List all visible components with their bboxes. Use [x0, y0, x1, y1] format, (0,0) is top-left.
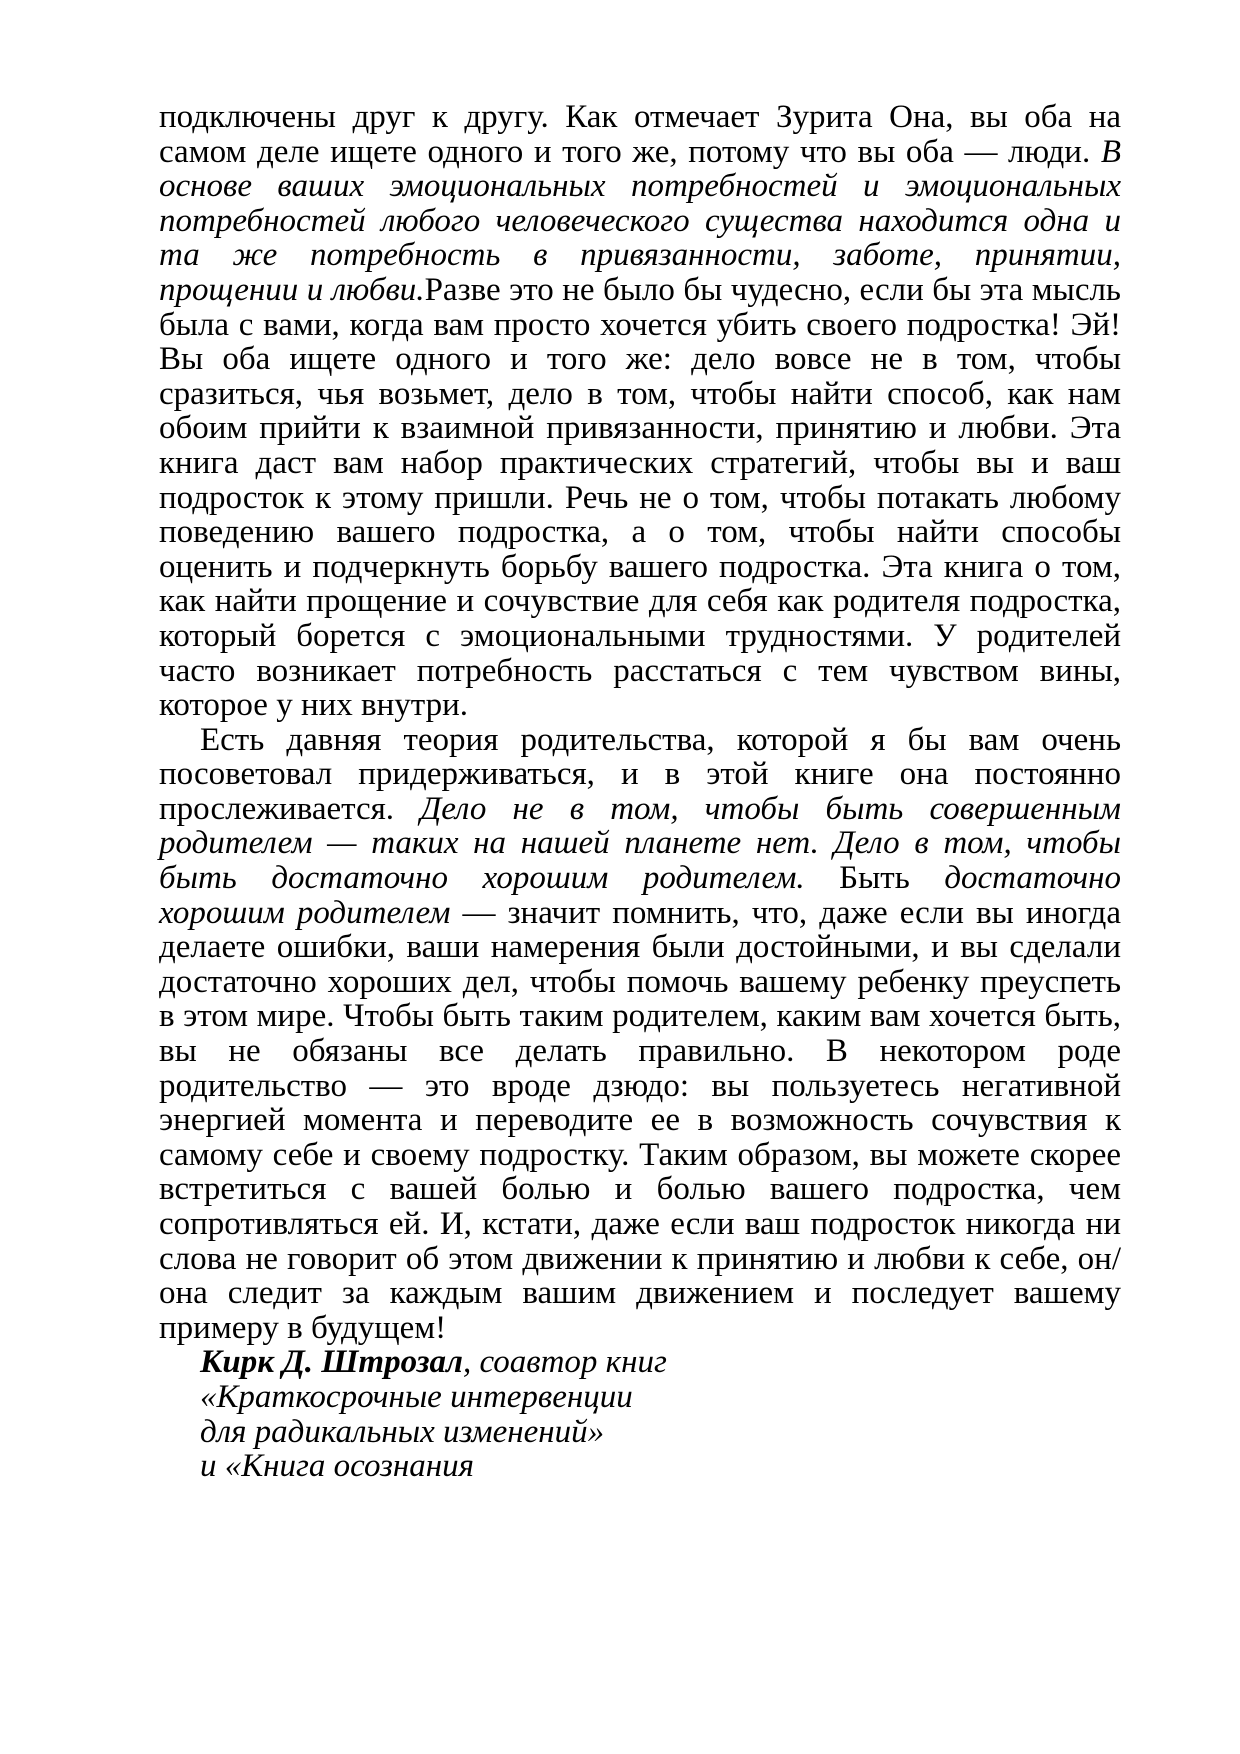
text-run: — значит помнить, что, даже если вы иногда делаете ошибки, ваши намерения были достойными, и вы сделали достаточно хороших дел, чтобы помочь вашему ребенку преуспеть в этом мире. Чтобы быть таким родителем, каким вам хочется быть, вы не обязаны все делать правильно. В некотором роде родительство — это вроде дзюдо: вы пользуетесь негативной энергией момента и переводите ее в возможность сочувствия к самому себе и своему подростку. Таким образом, вы можете скорее встретиться с вашей болью и болью вашего подростка, чем сопротивляться ей. И, кстати, даже если ваш подросток никогда ни слова не говорит об этом движении к принятию и любви к себе, он/она следит за каждым вашим движением и последует вашему примеру в будущем! [159, 894, 1121, 1346]
text-run: подключены друг к другу. Как отмечает Зурита Она, вы оба на самом деле ищете одного и того же, потому что вы оба — люди. [159, 99, 1121, 170]
text-run: В основе ваших эмоциональных потребностей и эмоциональных потребностей любого человеческого существа находится одна и та же потребность в привязанности, заботе, принятии, прощении и любви. [159, 133, 1121, 308]
text-block [159, 100, 1121, 1484]
text-run: Кирк Д. Штрозал [200, 1344, 463, 1381]
text-run: , соавтор книг [462, 1344, 667, 1381]
text-run: достаточно хорошим родителем [159, 860, 1121, 931]
signature-line [200, 1415, 1121, 1450]
text-run: Есть давняя теория родительства, которой я бы вам очень посоветовал придерживаться, и в этой книге она постоянно прослеживается. [159, 721, 1121, 827]
paragraph-2 [159, 723, 1121, 1346]
signature-line [200, 1380, 1121, 1415]
text-run: и «Книга осознания [200, 1448, 475, 1485]
text-run: Разве это не было бы чудесно, если бы эта мысль была с вами, когда вам просто хочется убить своего подростка! Эй! Вы оба ищете одного и того же: дело вовсе не в том, чтобы сразиться, чья возьмет, дело в том, чтобы найти способ, как нам обоим прийти к взаимной привязанности, принятию и любви. Эта книга даст вам набор практических стратегий, чтобы вы и ваш подросток к этому пришли. Речь не о том, чтобы потакать любому поведению вашего подростка, а о том, чтобы найти способы оценить и подчеркнуть борьбу вашего подростка. Эта книга о том, как найти прощение и сочувствие для себя как родителя подростка, который борется с эмоциональными трудностями. У родителей часто возникает потребность расстаться с тем чувством вины, которое у них внутри. [159, 271, 1121, 724]
text-run: «Краткосрочные интервенции [200, 1378, 633, 1415]
text-run: Дело не в том, чтобы быть совершенным родителем — таких на нашей планете нет. Дело в том, чтобы быть достаточно хорошим родителем. [159, 790, 1121, 897]
signature-line [200, 1449, 1121, 1484]
text-run: для радикальных изменений» [200, 1413, 605, 1450]
text-run: Быть [804, 860, 945, 897]
paragraph-1 [159, 100, 1121, 723]
signature-line [200, 1345, 1121, 1380]
